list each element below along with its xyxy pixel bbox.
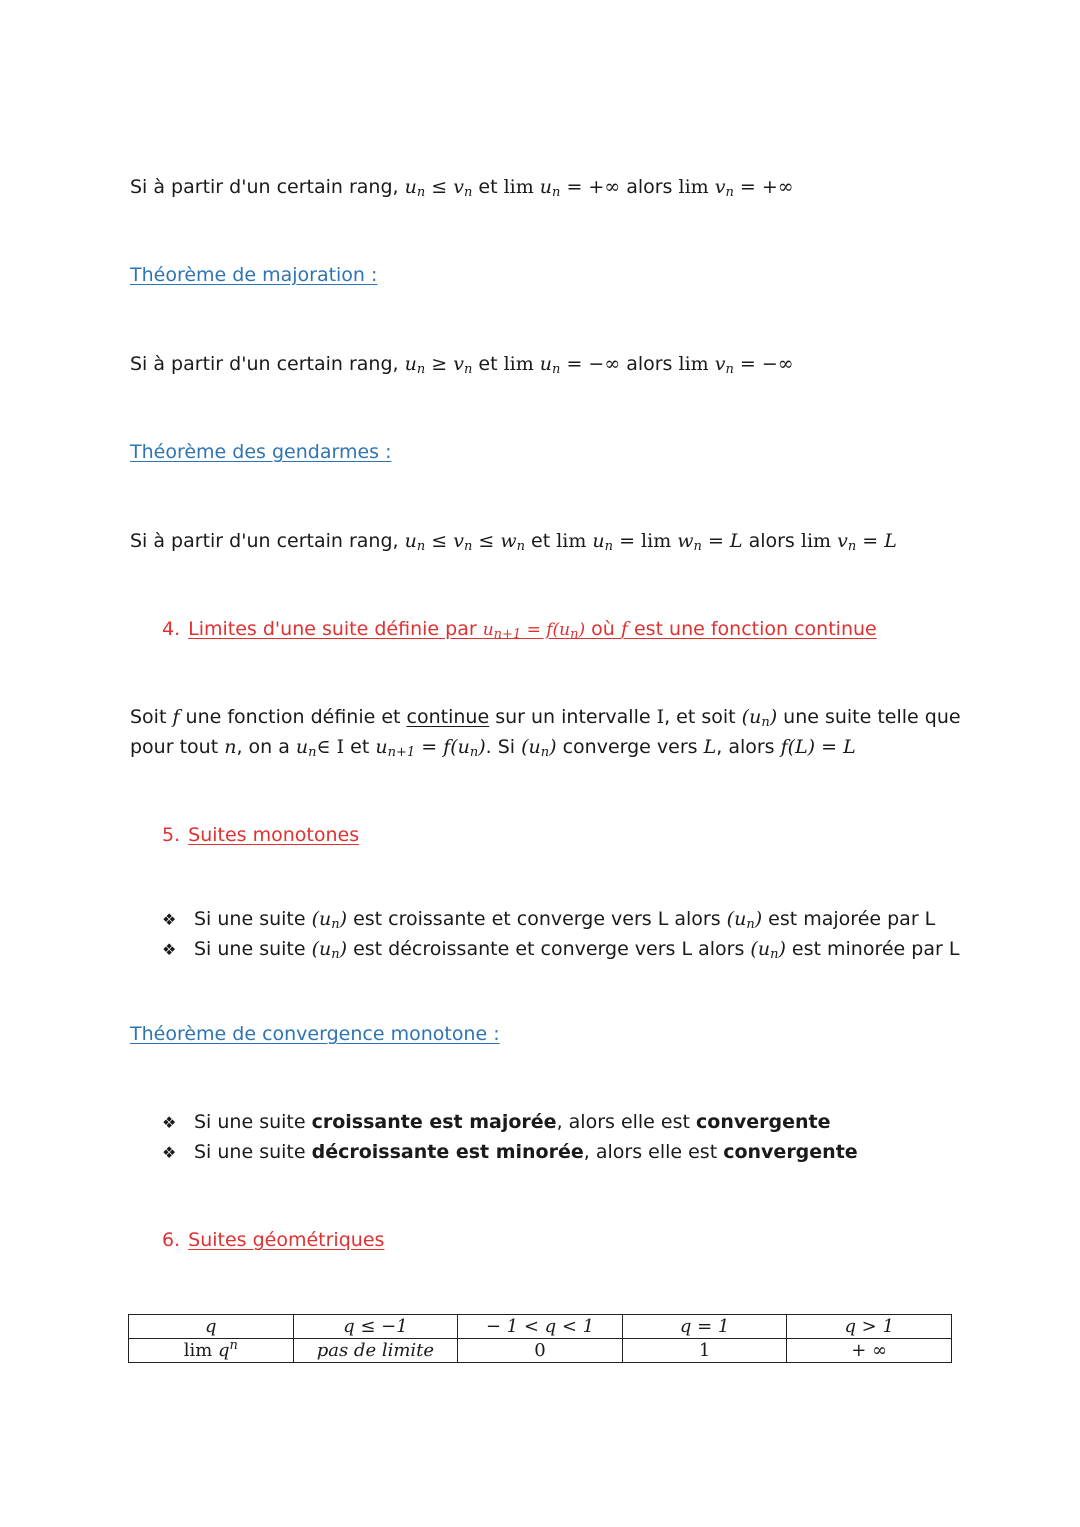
title-start: Limites d'une suite définie par bbox=[188, 618, 483, 640]
text: et bbox=[344, 736, 376, 758]
math-sequence: $(u_n)$ bbox=[741, 706, 778, 730]
text: Si une suite bbox=[194, 1111, 312, 1133]
text: pour tout bbox=[130, 736, 225, 758]
monotone-bullet-2 bbox=[162, 938, 959, 960]
title-mid: où bbox=[585, 618, 621, 640]
text: , on a bbox=[236, 736, 296, 758]
math-condition: $u_n \le v_n$ bbox=[404, 176, 473, 200]
section-number: 4. bbox=[162, 618, 181, 640]
text-mid: et bbox=[472, 176, 504, 198]
section-title: Suites géométriques bbox=[188, 1229, 385, 1251]
math-interval: I bbox=[656, 706, 665, 728]
theorem-convergence-heading: Théorème de convergence monotone : bbox=[130, 1023, 500, 1045]
math-f: f bbox=[172, 706, 180, 728]
section-6-heading bbox=[162, 1229, 384, 1251]
math-limit-vn: $\lim v_n$ = −∞ bbox=[678, 353, 794, 377]
text: une suite telle que bbox=[777, 706, 961, 728]
math-fixed-point: f(L) = L bbox=[780, 736, 856, 758]
monotone-bullet-1 bbox=[162, 908, 935, 930]
section-number: 5. bbox=[162, 824, 181, 846]
cell-one: 1 bbox=[622, 1339, 787, 1363]
diamond-bullet-icon: ❖ bbox=[162, 940, 177, 959]
text: , alors bbox=[716, 736, 781, 758]
text: est décroissante et converge vers L alors bbox=[347, 938, 751, 960]
math-in-I: ∈ I bbox=[316, 736, 345, 758]
bold-text: décroissante est minorée bbox=[311, 1141, 584, 1163]
text: une fonction définie et bbox=[179, 706, 407, 728]
theorem-majoration-heading: Théorème de majoration : bbox=[130, 264, 378, 286]
text-alors: alors bbox=[620, 353, 679, 375]
math-L: L bbox=[703, 736, 717, 758]
bold-text: convergente bbox=[723, 1141, 858, 1163]
text: , alors elle est bbox=[583, 1141, 724, 1163]
diamond-bullet-icon: ❖ bbox=[162, 1113, 177, 1132]
math-condition: $u_n \ge v_n$ bbox=[404, 353, 473, 377]
text-prefix: Si à partir d'un certain rang, bbox=[130, 176, 405, 198]
underlined-continue: continue bbox=[406, 706, 490, 728]
text: sur un intervalle bbox=[489, 706, 657, 728]
math-limit-vn: $\lim v_n$ = +∞ bbox=[678, 176, 794, 200]
text-alors: alors bbox=[620, 176, 679, 198]
text: Si une suite bbox=[194, 908, 312, 930]
cell-lim-qn: $\lim q^n$ bbox=[129, 1339, 294, 1363]
cell-zero: 0 bbox=[458, 1339, 623, 1363]
math-limit-un-wn: $\lim u_n = \lim w_n = L$ bbox=[556, 530, 743, 554]
math-n: n bbox=[224, 736, 237, 758]
section-4-heading bbox=[162, 618, 877, 640]
theorem-gendarmes-heading: Théorème des gendarmes : bbox=[130, 441, 392, 463]
text-prefix: Si à partir d'un certain rang, bbox=[130, 530, 405, 552]
math-sequence: $(u_n)$ bbox=[521, 736, 557, 760]
cell-infinity: + ∞ bbox=[787, 1339, 952, 1363]
math-membership: $u_n$ bbox=[295, 736, 317, 760]
gendarmes-statement bbox=[130, 530, 897, 552]
math-condition: $u_n \le v_n \le w_n$ bbox=[404, 530, 525, 554]
section-title bbox=[188, 618, 877, 640]
section-number: 6. bbox=[162, 1229, 181, 1251]
math-sequence: $(u_n)$ bbox=[311, 908, 348, 932]
text: Soit bbox=[130, 706, 173, 728]
text-alors: alors bbox=[742, 530, 801, 552]
text: est majorée par L bbox=[762, 908, 936, 930]
bold-text: convergente bbox=[696, 1111, 831, 1133]
text-mid: et bbox=[524, 530, 557, 552]
title-formula: $u_{n+1} = f(u_n)$ bbox=[482, 620, 586, 642]
section-4-text-line-2 bbox=[130, 736, 856, 758]
convergence-bullet-2 bbox=[162, 1141, 858, 1163]
header-cell-q-between: − 1 < q < 1 bbox=[458, 1315, 623, 1339]
text: est croissante et converge vers L alors bbox=[347, 908, 727, 930]
diamond-bullet-icon: ❖ bbox=[162, 910, 177, 929]
text: . Si bbox=[485, 736, 522, 758]
math-limit-vn: $\lim v_n = L$ bbox=[800, 530, 897, 554]
section-title: Suites monotones bbox=[188, 824, 360, 846]
math-limit-un: $\lim u_n$ = +∞ bbox=[503, 176, 621, 200]
title-end: est une fonction continue bbox=[627, 618, 877, 640]
section-5-heading bbox=[162, 824, 359, 846]
header-cell-q-le-minus-1: q ≤ −1 bbox=[293, 1315, 458, 1339]
text: , alors elle est bbox=[556, 1111, 696, 1133]
text: Si une suite bbox=[194, 938, 312, 960]
cell-no-limit: pas de limite bbox=[293, 1339, 458, 1363]
diamond-bullet-icon: ❖ bbox=[162, 1143, 177, 1162]
convergence-bullet-1 bbox=[162, 1111, 830, 1133]
header-cell-q-gt-1: q > 1 bbox=[787, 1315, 952, 1339]
bold-text: croissante est majorée bbox=[311, 1111, 557, 1133]
math-sequence: $(u_n)$ bbox=[726, 908, 763, 932]
text-prefix: Si à partir d'un certain rang, bbox=[130, 353, 405, 375]
math-sequence: $(u_n)$ bbox=[750, 938, 786, 962]
header-cell-q-eq-1: q = 1 bbox=[622, 1315, 787, 1339]
table-header-row bbox=[129, 1315, 952, 1339]
section-4-text-line-1 bbox=[130, 706, 961, 728]
text: Si une suite bbox=[194, 1141, 312, 1163]
header-cell-q: q bbox=[129, 1315, 294, 1339]
text: converge vers bbox=[556, 736, 704, 758]
math-recurrence: $u_{n+1} = f(u_n)$ bbox=[375, 736, 486, 760]
table-row bbox=[129, 1339, 952, 1363]
text-mid: et bbox=[472, 353, 504, 375]
minoration-statement bbox=[130, 176, 794, 198]
math-limit-un: $\lim u_n$ = −∞ bbox=[503, 353, 621, 377]
geometric-limits-table bbox=[128, 1314, 952, 1363]
title-f: f bbox=[620, 618, 628, 640]
text: , et soit bbox=[664, 706, 742, 728]
majoration-statement bbox=[130, 353, 794, 375]
math-sequence: $(u_n)$ bbox=[311, 938, 348, 962]
text: est minorée par L bbox=[785, 938, 960, 960]
